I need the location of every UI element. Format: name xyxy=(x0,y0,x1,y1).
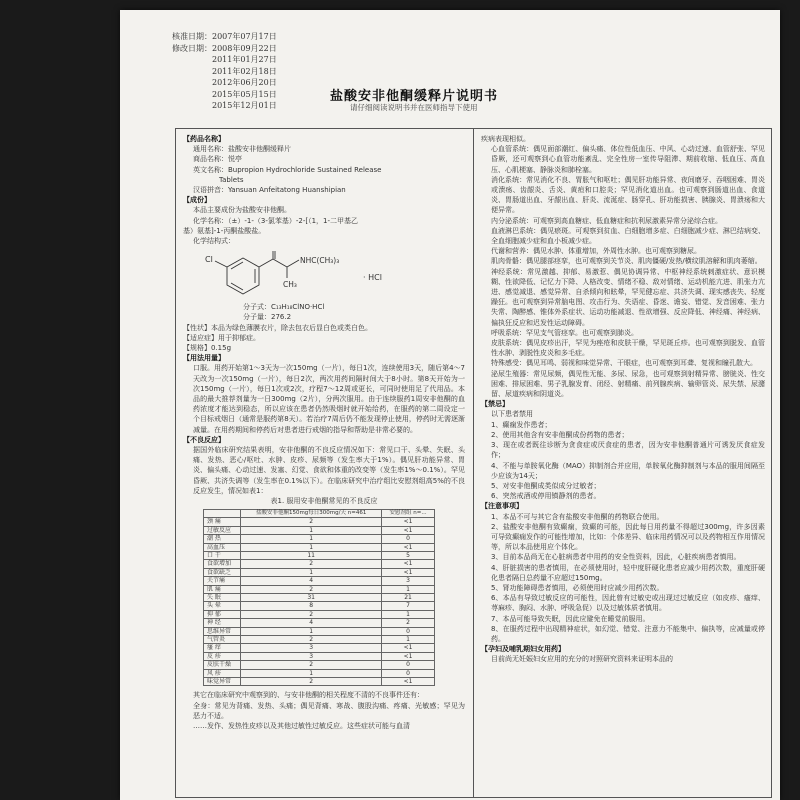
table-cell-value: 7 xyxy=(382,602,435,610)
caution-item: 1、本品不可与其它含有盐酸安非他酮的药物联合使用。 xyxy=(491,512,664,521)
formula-methyl: CH₃ xyxy=(283,280,297,290)
table-cell-event: 肌 痛 xyxy=(204,585,241,593)
document-subtitle: 请仔细阅读说明书并在医师指导下使用 xyxy=(350,103,478,112)
paragraph: 呼吸系统：罕见支气管痉挛。也可观察到肺炎。 xyxy=(491,328,638,337)
revision-line: 2015年12月01日 xyxy=(212,101,277,110)
table-cell-value: 3 xyxy=(382,577,435,585)
table-row xyxy=(204,652,435,660)
table-row xyxy=(204,627,435,635)
table-cell-value: <1 xyxy=(382,678,435,686)
section-heading-pregnancy: 【孕妇及哺乳期妇女用药】 xyxy=(481,645,565,654)
table-cell-event: 高血压 xyxy=(204,543,241,551)
table-cell-value: 21 xyxy=(382,593,435,601)
paragraph: 泌尿生殖器：常见尿频，偶见性无能、多尿、尿急，也可观察到射精异常、膀胱炎、性交困难、排尿困难、男子乳腺发育、闭经、射精痛、前列腺疾病、输卵管炎、尿失禁、尿潴留、尿道疾病和阴道炎。 xyxy=(491,369,765,399)
contra-item: 6、突然戒酒或停用镇静剂的患者。 xyxy=(491,492,601,501)
molecular-formula: 分子式：C₁₃H₁₈ClNO·HCl xyxy=(243,303,325,312)
table-cell-event: 过敏反应 xyxy=(204,526,241,534)
table-row xyxy=(204,535,435,543)
revision-line: 2011年01月27日 xyxy=(212,55,277,64)
indication: 【适应症】用于抑郁症。 xyxy=(183,333,260,342)
table-cell-event: 头 晕 xyxy=(204,602,241,610)
specification: 【规格】0.15g xyxy=(183,344,232,353)
contra-item: 5、对安非他酮成类似成分过敏者； xyxy=(491,481,601,490)
revision-line: 修改日期：2008年09月22日 xyxy=(172,43,277,53)
table-cell-event: 皮 疹 xyxy=(204,652,241,660)
leaflet-page xyxy=(120,10,780,800)
paragraph: 神经系统：常见激越、抑郁、易激惹、偶见协调异常、中枢神经系统刺激症状、意识模糊、性欲降低、记忆力下降、人格改变、情绪不稳、敌对情绪、运动机能亢进、肌张力亢进、感觉减退、感觉异常、自杀倾向和眩晕，罕见健忘症、共济失调、现实感丧失、轻度躁狂。也可观察到异常脑电图、攻击行为、失语症、昏迷、谵妄、错觉、发音困难、张力失常、陶醉感、锥体外系症状、运动功能减退、性欲增强、反应降低、神经痛、神经病、偏执狂反应和迟发性运动障碍。 xyxy=(491,267,765,327)
formula-cl: Cl xyxy=(205,255,213,265)
caution-item: 2、盐酸安非他酮有致癫痫，致癫的可能，因此每日用药量不得超过300mg，许多因素可导致癫痫发作的可能性增加，比如：个体差异、临床用药情况可以及药物相互作用情况等，所以本品使用应个体化。 xyxy=(491,522,765,552)
caution-item: 7、本品可能导致失眠，因此应避免在睡觉前服用。 xyxy=(491,614,650,623)
caution-item: 8、在服药过程中出现精神症状，如幻觉、错觉、注意力不能集中、偏执等，应减量或停药。 xyxy=(491,624,765,643)
table-cell-event: 味觉异常 xyxy=(204,678,241,686)
structure-label: 化学结构式： xyxy=(193,237,235,246)
table-row xyxy=(204,661,435,669)
table-cell-value: 0 xyxy=(382,535,435,543)
table-cell-value: 2 xyxy=(241,518,382,526)
paragraph: 消化系统：常见消化不良、胃胀气和呕吐；偶见肝功能异常、夜间磨牙、吞咽困难、胃炎或溃疡、齿龈炎、舌炎、黄疸和口腔炎；罕见消化道出血。也可观察到肠道出血、食道炎、胃肠道出血、牙龈出血、肝炎、流涎症、肠穿孔、肝功能损害、胰腺炎、胃溃疡和大便异常。 xyxy=(491,175,765,215)
table-cell-event: 食欲缺乏 xyxy=(204,568,241,576)
table-cell-value: <1 xyxy=(382,560,435,568)
table-row xyxy=(204,644,435,652)
table-cell-event: 气管炎 xyxy=(204,635,241,643)
table-row xyxy=(204,635,435,643)
table-row xyxy=(204,577,435,585)
table-cell-value: 1 xyxy=(241,627,382,635)
caution-item: 4、肝脏损害的患者慎用，在必须使用时，轻中度肝硬化患者应减少用药次数，重度肝硬化患者隔日总药量不应超过150mg。 xyxy=(491,563,765,582)
table-row xyxy=(204,543,435,551)
section-heading-cautions: 【注意事项】 xyxy=(481,502,523,511)
section-heading-contraindications: 【禁忌】 xyxy=(481,400,509,409)
paragraph: 内分泌系统：可观察到高血糖症、低血糖症和抗利尿激素异常分泌综合症。 xyxy=(491,216,722,225)
table-cell-event: 关节痛 xyxy=(204,577,241,585)
table-row xyxy=(204,560,435,568)
table-cell-event: 风 疹 xyxy=(204,669,241,677)
table-row xyxy=(204,551,435,559)
trade-name: 商品名称：悦亭 xyxy=(193,155,242,164)
table-cell-event: 皮肤干燥 xyxy=(204,661,241,669)
table-cell-value: 1 xyxy=(241,669,382,677)
generic-name: 通用名称：盐酸安非他酮缓释片 xyxy=(193,145,291,154)
table-cell-event: 食欲增加 xyxy=(204,560,241,568)
table-cell-event: 口 干 xyxy=(204,551,241,559)
table-cell-value: <1 xyxy=(382,568,435,576)
table-cell-value: 1 xyxy=(241,543,382,551)
table-cell-value: 1 xyxy=(382,610,435,618)
contra-item: 1、癫痫发作患者； xyxy=(491,420,552,429)
table-cell-event: 神 经 xyxy=(204,619,241,627)
table-row xyxy=(204,669,435,677)
paragraph: 肌肉骨骼：偶见腿部痉挛，也可观察到关节炎、肌肉僵硬/发热/横纹肌溶解和肌肉萎缩。 xyxy=(491,257,762,266)
table-cell-value: 3 xyxy=(241,652,382,660)
table-cell-value: 3 xyxy=(241,644,382,652)
table-cell-value: 11 xyxy=(241,551,382,559)
tail-text-2: 全身：常见为背痛、发热、头痛；偶见背痛、寒战、腹股沟痛、疼痛、光敏感；罕见为恶力不适。 xyxy=(193,701,465,720)
table-cell-value: 2 xyxy=(241,635,382,643)
table-row xyxy=(204,568,435,576)
table-cell-value: 1 xyxy=(241,535,382,543)
table-cell-event: 瘙 痒 xyxy=(204,644,241,652)
structural-formula xyxy=(203,250,443,300)
formula-amine: NHC(CH₃)₃ xyxy=(300,256,340,266)
table-cell-value: 1 xyxy=(382,585,435,593)
table-cell-value: 1 xyxy=(382,635,435,643)
table-cell-value: <1 xyxy=(382,518,435,526)
table-row xyxy=(204,619,435,627)
table-cell-value: 0 xyxy=(382,627,435,635)
table-cell-value: <1 xyxy=(382,543,435,551)
section-heading-name: 【药品名称】 xyxy=(183,135,225,143)
left-column xyxy=(183,134,465,794)
formula-hcl: · HCl xyxy=(363,273,382,283)
table-cell-value: 2 xyxy=(241,610,382,618)
table-cell-value: 31 xyxy=(241,593,382,601)
table-cell-value: 2 xyxy=(241,560,382,568)
column-divider xyxy=(473,129,474,797)
caution-item: 3、目前本品尚无在心脏病患者中用药的安全性资料，因此，心脏疾病患者慎用。 xyxy=(491,553,741,562)
table-caption: 表1. 服用安非他酮常见的不良反应 xyxy=(270,497,378,506)
adverse-events-table xyxy=(203,509,435,686)
contra-item: 3、现在或者既往诊断为贪食症或厌食症的患者，因为安非他酮普通片可诱发厌食症发作； xyxy=(491,441,765,460)
table-row xyxy=(204,518,435,526)
caution-item: 5、肾功能障碍患者慎用，必须使用时应减少用药次数。 xyxy=(491,583,664,592)
table-cell-value: 0 xyxy=(382,669,435,677)
table-cell-value: 1 xyxy=(241,526,382,534)
table-row xyxy=(204,678,435,686)
properties: 【性状】本品为绿色薄膜衣片，除去包衣后显白色或类白色。 xyxy=(183,323,372,332)
table-row xyxy=(204,526,435,534)
table-cell-value: <1 xyxy=(382,644,435,652)
english-name-cont: Tablets xyxy=(219,175,244,184)
revision-line: 2011年02月18日 xyxy=(212,66,277,76)
caution-item: 6、本品有导致过敏反应的可能性，因此曾有过敏史或出现过过敏反应（如皮疹、瘙痒、荨麻疹、胸闷、水肿、呼吸急促）以及过敏体质者慎用。 xyxy=(491,594,765,613)
table-row xyxy=(204,610,435,618)
paragraph: 皮肤系统：偶见皮疹出汗，罕见为痤疮和皮肤干燥，罕见斑丘疹。也可观察到脱发、血管性水肿、剥脱性皮炎和多毛症。 xyxy=(491,339,765,358)
contra-item: 4、不能与单胺氧化酶（MAO）抑制剂合并应用，单胺氧化酶抑制剂与本品的服用间隔至少应该为14天； xyxy=(491,461,765,480)
section-heading-composition: 【成份】 xyxy=(183,196,211,205)
paragraph: 心血管系统：偶见面部潮红、偏头痛、体位性低血压、中风、心动过速、血管舒张、罕见昏厥，还可观察到心血管功能紊乱、完全性房一室传导阻滞、期前收缩、低血压、高血压、心肌梗塞、静脉炎和肺栓塞。 xyxy=(491,145,765,174)
right-column xyxy=(481,134,765,794)
tail-text-1: 其它在临床研究中观察到的、与安非他酮的相关程度不清的不良事件还有： xyxy=(193,691,424,700)
paragraph: 疾病表现相似。 xyxy=(481,135,530,143)
table-row xyxy=(204,585,435,593)
table-cell-value: 0 xyxy=(382,661,435,669)
document-title: 盐酸安非他酮缓释片说明书 xyxy=(330,89,499,104)
table-row xyxy=(204,602,435,610)
molecular-weight: 分子量：276.2 xyxy=(243,313,292,322)
english-name: 英文名称：Bupropion Hydrochloride Sustained Release xyxy=(193,165,382,174)
table-row xyxy=(204,593,435,601)
contra-intro: 以下患者禁用 xyxy=(491,410,533,419)
table-cell-event: 潮 热 xyxy=(204,535,241,543)
table-cell-event: 抑 郁 xyxy=(204,610,241,618)
revision-dates xyxy=(172,31,277,112)
table-cell-value: 1 xyxy=(241,568,382,576)
pregnancy-text: 目前尚无妊娠妇女应用的充分的对照研究资料来证明本品的 xyxy=(491,655,673,664)
revision-line: 2015年05月15日 xyxy=(212,89,277,99)
content-frame xyxy=(175,128,772,798)
table-cell-event: 失 眠 xyxy=(204,593,241,601)
table-header-row: 盐酸安非他酮150mg每日300mg/天 n=461 安慰剂组 n=... xyxy=(204,510,435,518)
table-cell-value: 2 xyxy=(241,678,382,686)
section-heading-usage: 【用法用量】 xyxy=(183,354,225,363)
table-cell-value: 4 xyxy=(241,577,382,585)
tail-text-3: ……发作、发热性皮疹以及其他过敏性过敏反应。这些症状可能与血清 xyxy=(193,722,410,731)
table-cell-value: 2 xyxy=(241,661,382,669)
revision-line: 2012年06月20日 xyxy=(212,78,277,87)
chemical-name: 化学名称：（±）-1-（3-氯苯基）-2-[（1，1-二甲基乙 xyxy=(193,216,359,225)
table-cell-event: 颈 痛 xyxy=(204,518,241,526)
table-cell-value: <1 xyxy=(382,652,435,660)
pinyin-name: 汉语拼音：Yansuan Anfeitatong Huanshipian xyxy=(193,186,346,195)
contra-item: 2、使用其他含有安非他酮成份药物的患者； xyxy=(491,430,629,439)
table-cell-value: 4 xyxy=(241,619,382,627)
table-cell-value: 2 xyxy=(241,585,382,593)
table-cell-event: 思维异常 xyxy=(204,627,241,635)
table-cell-value: 2 xyxy=(382,619,435,627)
chemical-name-cont: 基）氨基]-1-丙酮盐酸盐。 xyxy=(183,226,266,235)
composition-text: 本品主要成份为盐酸安非他酮。 xyxy=(193,206,291,215)
paragraph: 血液淋巴系统：偶见瘀斑。可观察到贫血、白细胞增多症、白细胞减少症、淋巴结病变、全血细胞减少症和血小板减少症。 xyxy=(491,226,765,246)
revision-line: 核准日期：2007年07月17日 xyxy=(172,32,277,41)
section-heading-adverse: 【不良反应】 xyxy=(183,435,225,444)
paragraph: 特殊感受：偶见耳鸣、弱视和味觉异常、干眼症，也可观察到耳聋、复视和瞳孔散大。 xyxy=(491,359,757,368)
table-cell-value: 8 xyxy=(241,602,382,610)
table-cell-value: 5 xyxy=(382,551,435,559)
usage-text: 口服。用药开始第1～3天为一次150mg（一片），每日1次，连续使用3天，随后第4～7天改为一次150mg（一片），每日2次，两次用药间隔时间大于8小时。第8天开始为一次150mg（一片），每日1次或2次，疗程7～12周或更长，可同时使用足了代用品。本品的最大推荐剂量为一日300mg（2片），分两次服用。由于连续服药1周安非他酮的血药浓度才能达到稳态，所以应该在患者仍然吸烟时就开始给药，在服药的第二周设定一个目标戒烟日（通常是服药第8天）。若治疗7周后仍不能发现停止使用，停药时无需逐渐减量。在用药期间和停药后对患者进行戒烟的指导和帮助是非常必要的。 xyxy=(193,364,465,434)
adverse-text: 据国外临床研究结果表明，安非他酮的不良反应情况如下：常见口干、头晕、失眠、头痛、发热、恶心/呕吐、水肿、皮疹、尿频等（发生率大于1%）。偶见肝功能异常、胃炎、偏头痛、心动过速、发塞、幻觉、食欲和体重的改变等（发生率1%～0.1%）。罕见昏厥、共济失调等（发生率在0.1%以下）。在临床研究中治疗组比安慰剂组高5%的不良反应发生，情况如表1： xyxy=(193,446,465,495)
paragraph: 代谢和营养：偶见水肿、体重增加，外周性水肿。也可观察到糖尿。 xyxy=(491,247,701,256)
table-cell-value: <1 xyxy=(382,526,435,534)
